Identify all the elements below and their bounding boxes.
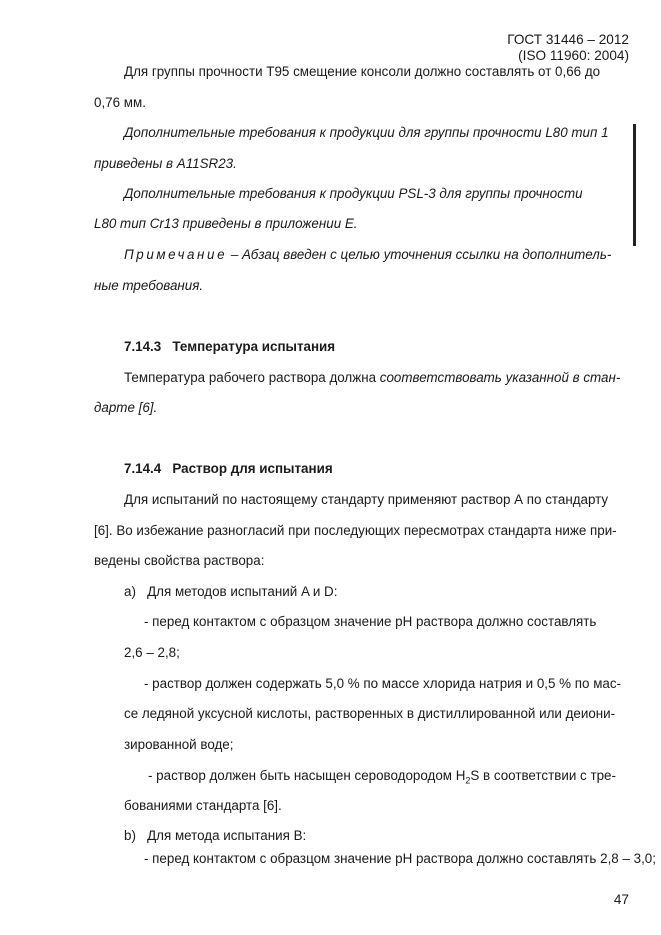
list-item-a [124,584,337,600]
heading-7-14-4 [124,461,333,477]
change-bar [633,124,636,246]
note-line2: ные требования. [94,278,204,293]
a-bullet1-line1: - перед контактом с образцом значение pH раствора должно составлять [144,614,597,629]
section-title: Температура испытания [172,339,336,354]
temperature-text: Температура рабочего раствора должна [124,370,380,385]
section-number: 7.14.3 [124,339,162,354]
page-number: 47 [613,892,629,907]
note-label: Примечание [124,247,228,262]
bullet-text: - раствор должен быть насыщен сероводородом H [148,768,466,783]
paragraph-t95-line2: 0,76 мм. [94,95,146,110]
paragraph-l80-line1: Дополнительные требования к продукции для группы прочности L80 тип 1 [124,125,609,140]
solution-intro-line3: ведены свойства раствора: [94,553,265,568]
temperature-line2: дарте [6]. [94,400,158,415]
a-bullet2-line1: - раствор должен содержать 5,0 % по массе хлорида натрия и 0,5 % по мас- [144,676,622,691]
bullet-text: S в соответствии с тре- [470,768,616,783]
solution-intro-line2: [6]. Во избежание разногласий при последующих пересмотрах стандарта ниже при- [94,523,617,538]
a-bullet3-line1 [148,768,616,784]
list-item-b [124,828,306,844]
solution-intro-line1: Для испытаний по настоящему стандарту применяют раствор А по стандарту [124,492,609,507]
list-item-text: Для методов испытаний A и D: [147,584,338,599]
temperature-italic-text: соответствовать указанной в стан- [379,370,621,385]
subscript: 2 [465,775,471,786]
section-title: Раствор для испытания [172,461,333,476]
a-bullet3-line2: бованиями стандарта [6]. [124,798,282,813]
list-marker: b) [124,828,136,843]
paragraph-l80-line2: приведены в А11SR23. [94,156,237,171]
list-item-text: Для метода испытания В: [147,828,307,843]
a-bullet1-line2: 2,6 – 2,8; [124,645,180,660]
iso-reference: (ISO 11960: 2004) [518,48,629,63]
standard-number: ГОСТ 31446 – 2012 [507,32,629,47]
paragraph-psl3-line1: Дополнительные требования к продукции PSL-3 для группы прочности [124,186,583,201]
document-header [507,32,629,64]
section-number: 7.14.4 [124,461,162,476]
temperature-line1 [124,370,620,386]
a-bullet2-line2: се ледяной уксусной кислоты, растворенных в дистиллированной или деиони- [124,706,616,721]
paragraph-t95-line1: Для группы прочности Т95 смещение консоли должно составлять от 0,66 до [124,64,601,79]
note-text: – Абзац введен с целью уточнения ссылки на дополнитель- [227,247,612,262]
a-bullet2-line3: зированной воде; [124,737,234,752]
paragraph-psl3-line2: L80 тип Cr13 приведены в приложении Е. [94,216,358,231]
note-line1 [124,247,611,263]
heading-7-14-3 [124,339,335,355]
list-marker: а) [124,584,136,599]
b-bullet1: - перед контактом с образцом значение pH раствора должно составлять 2,8 – 3,0; [144,851,656,866]
